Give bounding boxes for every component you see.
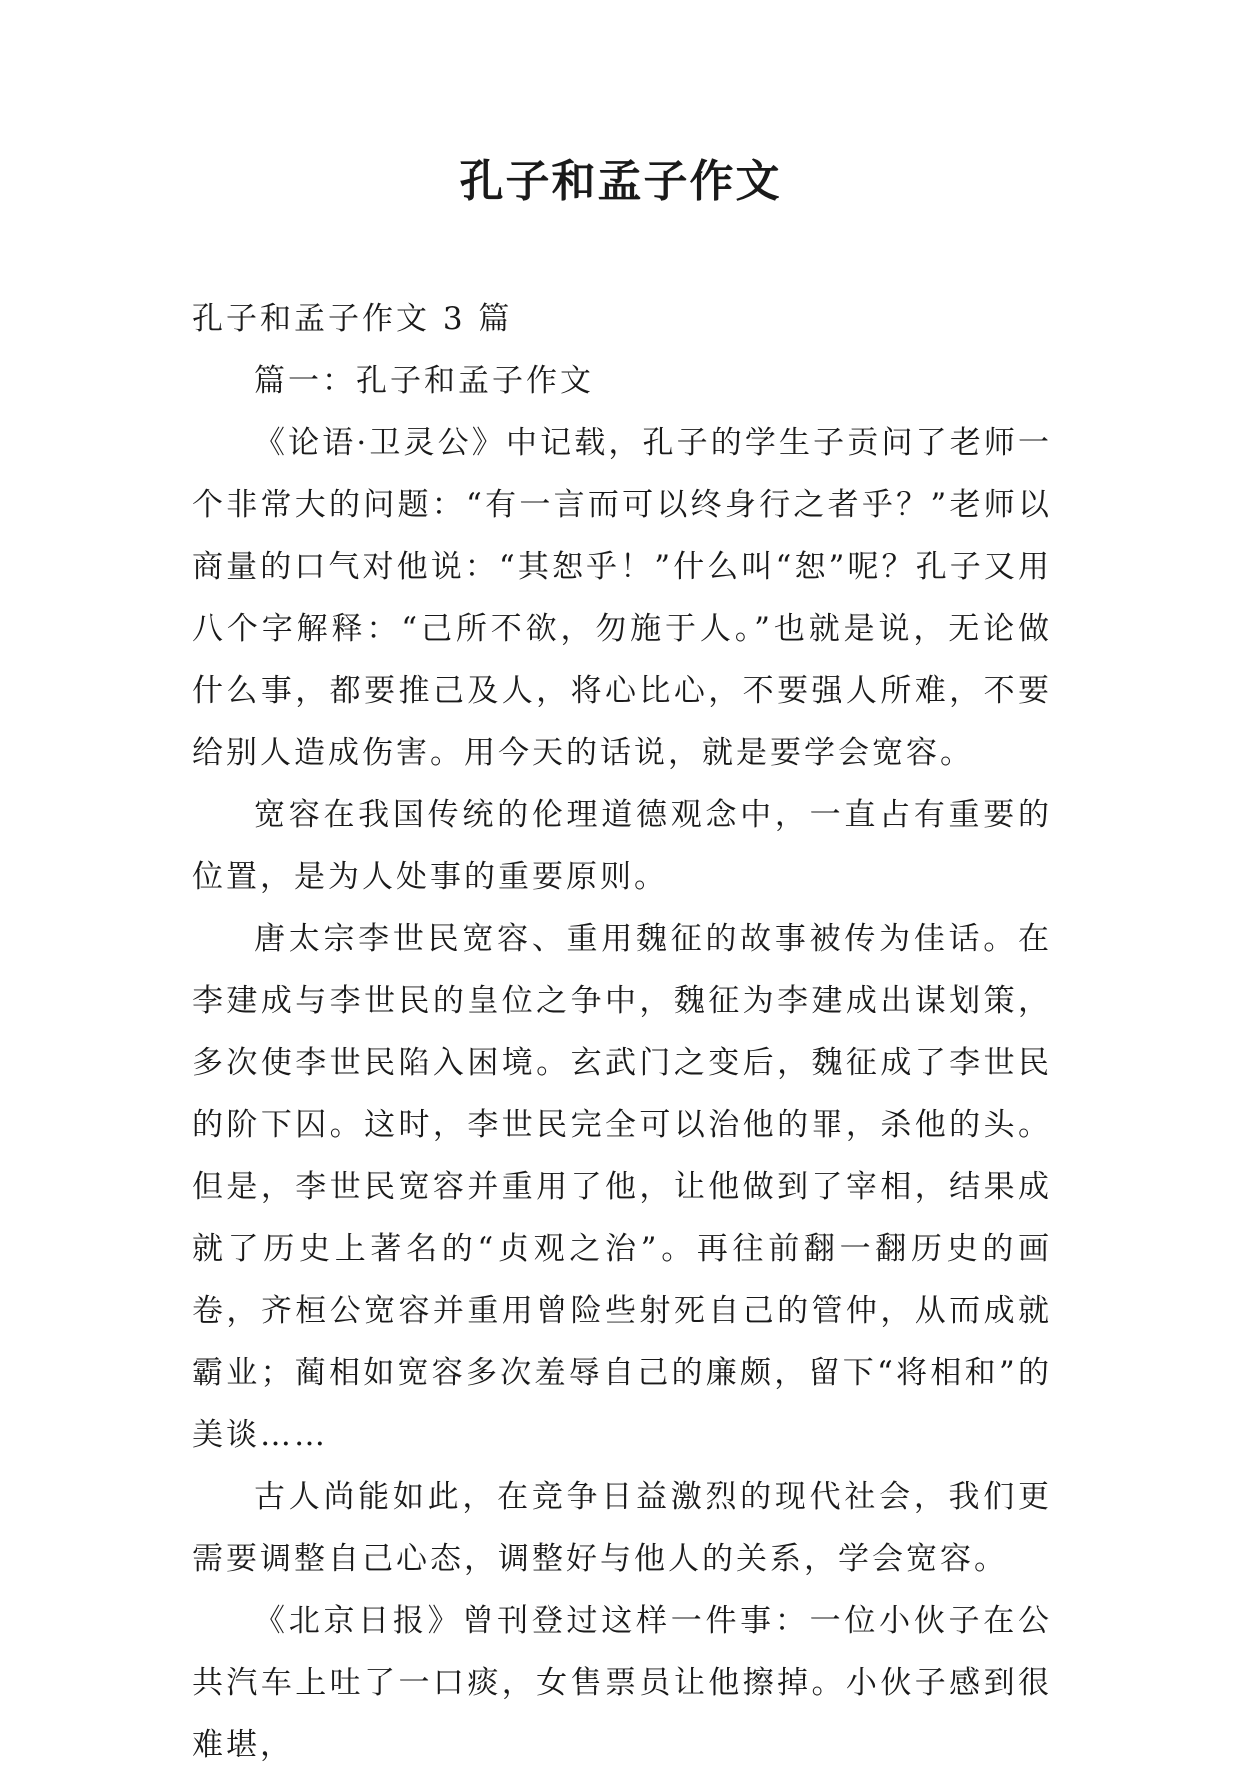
paragraph: 古人尚能如此，在竞争日益激烈的现代社会，我们更需要调整自己心态，调整好与他人的关系，学会宽容。 (192, 1479, 1052, 1577)
document-title: 孔子和孟子作文 (459, 156, 782, 207)
document-subtitle: 孔子和孟子作文 3 篇 (192, 301, 513, 337)
paragraph: 宽容在我国传统的伦理道德观念中，一直占有重要的位置，是为人处事的重要原则。 (192, 797, 1052, 895)
paragraph: 《北京日报》曾刊登过这样一件事：一位小伙子在公共汽车上吐了一口痰，女售票员让他擦掉。小伙子感到很难堪， (192, 1603, 1052, 1763)
document-body (192, 288, 1052, 1776)
paragraph: 《论语·卫灵公》中记载，孔子的学生子贡问了老师一个非常大的问题：“有一言而可以终身行之者乎？”老师以商量的口气对他说：“其恕乎！”什么叫“恕”呢？孔子又用八个字解释：“己所不欲，勿施于人。”也就是说，无论做什么事，都要推己及人，将心比心，不要强人所难，不要给别人造成伤害。用今天的话说，就是要学会宽容。 (192, 425, 1052, 771)
section-heading: 篇一：孔子和孟子作文 (254, 363, 594, 399)
paragraph: 唐太宗李世民宽容、重用魏征的故事被传为佳话。在李建成与李世民的皇位之争中，魏征为李建成出谋划策，多次使李世民陷入困境。玄武门之变后，魏征成了李世民的阶下囚。这时，李世民完全可以治他的罪，杀他的头。但是，李世民宽容并重用了他，让他做到了宰相，结果成就了历史上著名的“贞观之治”。再往前翻一翻历史的画卷，齐桓公宽容并重用曾险些射死自己的管仲，从而成就霸业；蔺相如宽容多次羞辱自己的廉颇，留下“将相和”的美谈…… (192, 921, 1052, 1453)
